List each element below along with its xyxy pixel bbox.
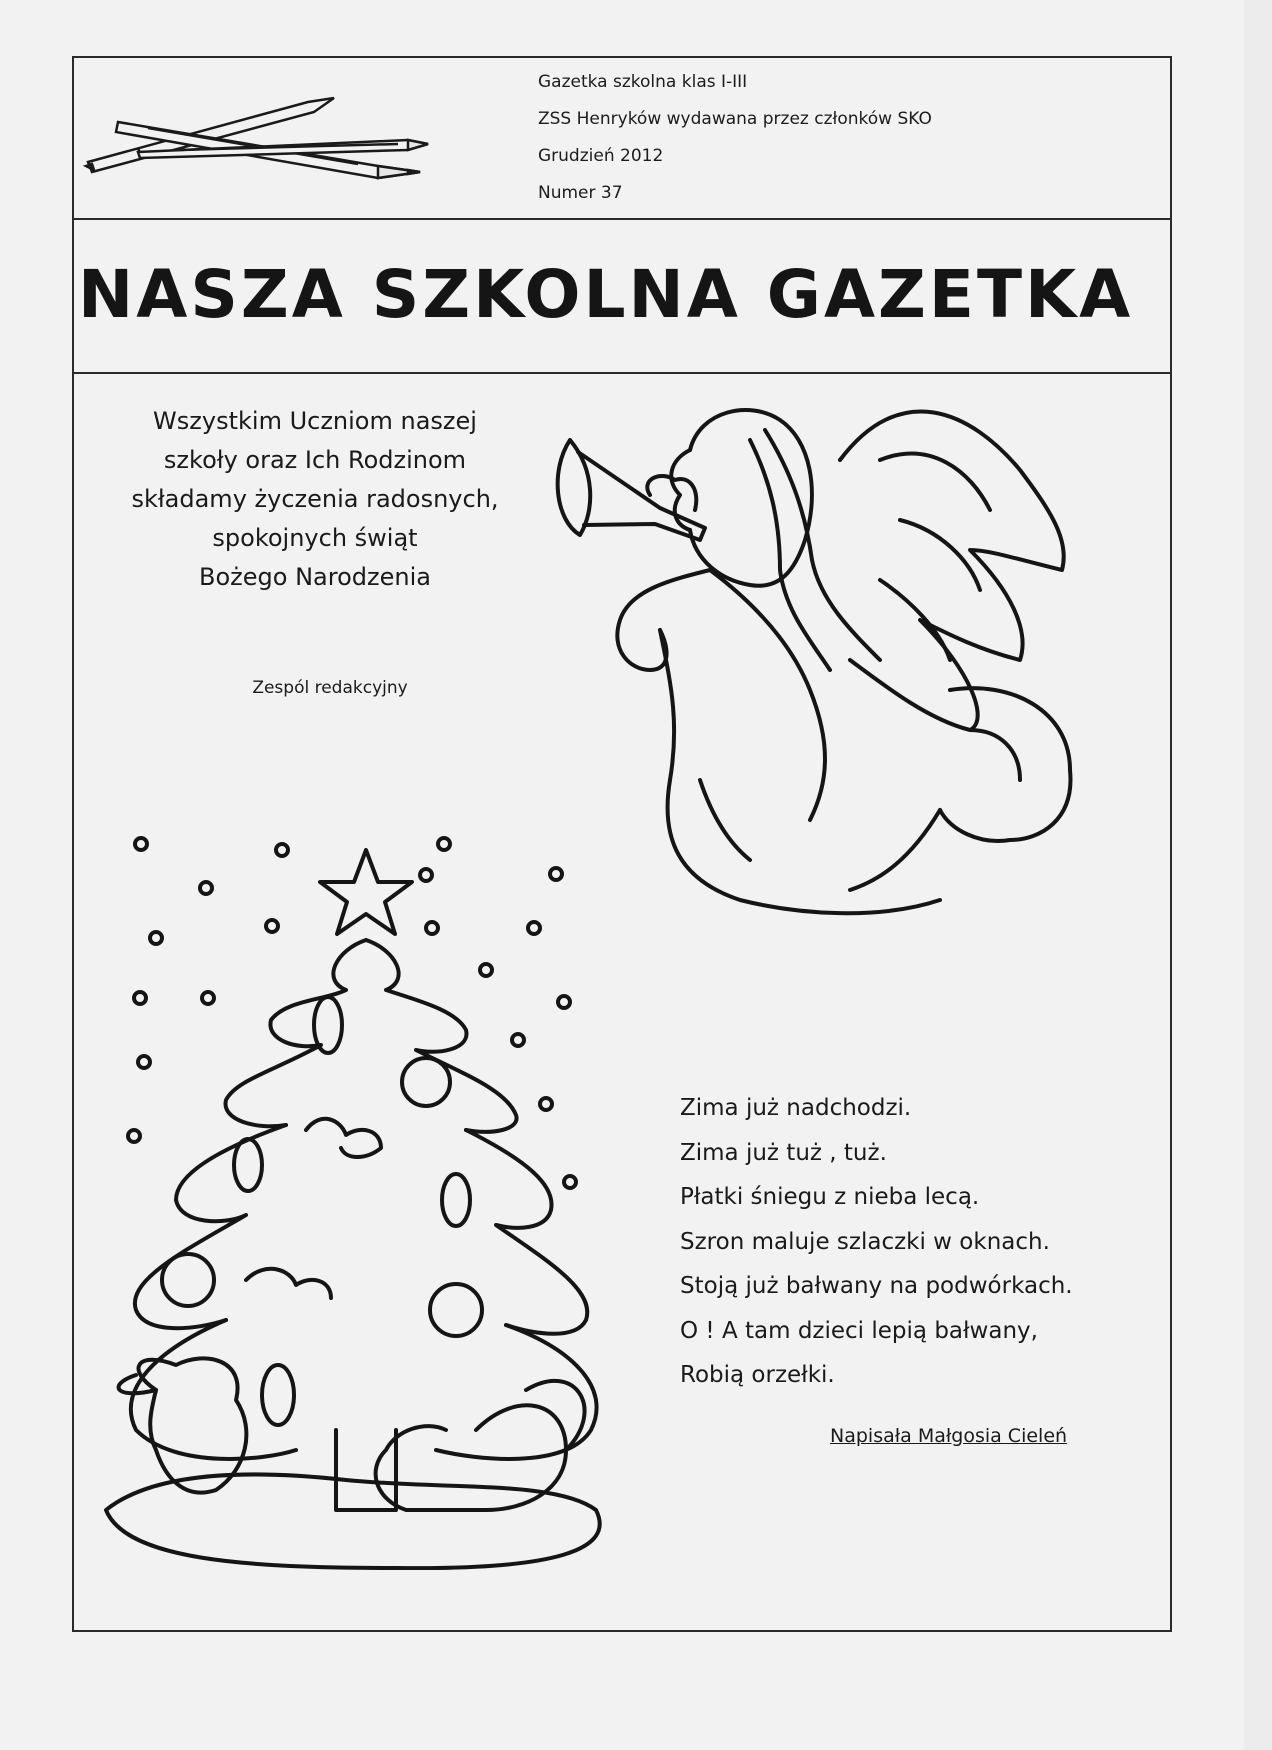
masthead-divider — [72, 372, 1172, 374]
greeting-line: szkoły oraz Ich Rodzinom — [163, 446, 467, 474]
greeting-line: Wszystkim Uczniom naszej — [153, 407, 477, 435]
winter-poem — [680, 1086, 1150, 1398]
greeting-line: składamy życzenia radosnych, — [131, 485, 499, 513]
crossed-pencils-icon — [78, 92, 460, 188]
greeting-line: spokojnych świąt — [212, 524, 418, 552]
issue-info-line: Gazetka szkolna klas I-III — [538, 72, 748, 92]
poem-author: Napisała Małgosia Cieleń — [830, 1425, 1068, 1447]
christmas-tree-icon — [96, 830, 616, 1570]
issue-info — [538, 64, 1158, 212]
poem-line: Płatki śniegu z nieba lecą. — [680, 1184, 980, 1210]
editorial-signature: Zespól redakcyjny — [252, 678, 408, 698]
angel-with-trumpet-icon — [550, 400, 1150, 1040]
poem-line: Robią orzełki. — [680, 1362, 835, 1388]
poem-line: O ! A tam dzieci lepią bałwany, — [680, 1317, 1038, 1344]
poem-line: Stoją już bałwany na podwórkach. — [680, 1273, 1073, 1299]
issue-info-line: ZSS Henryków wydawana przez członków SKO — [538, 109, 932, 129]
issue-info-line: Numer 37 — [538, 183, 623, 203]
poem-line: Zima już nadchodzi. — [680, 1095, 912, 1121]
newspaper-title: NASZA SZKOLNA GAZETKA — [78, 256, 1134, 333]
greeting-line: Bożego Narodzenia — [199, 563, 431, 591]
poem-line: Zima już tuż , tuż. — [680, 1139, 887, 1166]
poem-line: Szron maluje szlaczki w oknach. — [680, 1228, 1050, 1255]
issue-info-line: Grudzień 2012 — [538, 146, 664, 166]
holiday-greeting — [86, 402, 544, 597]
header-divider — [72, 218, 1172, 220]
